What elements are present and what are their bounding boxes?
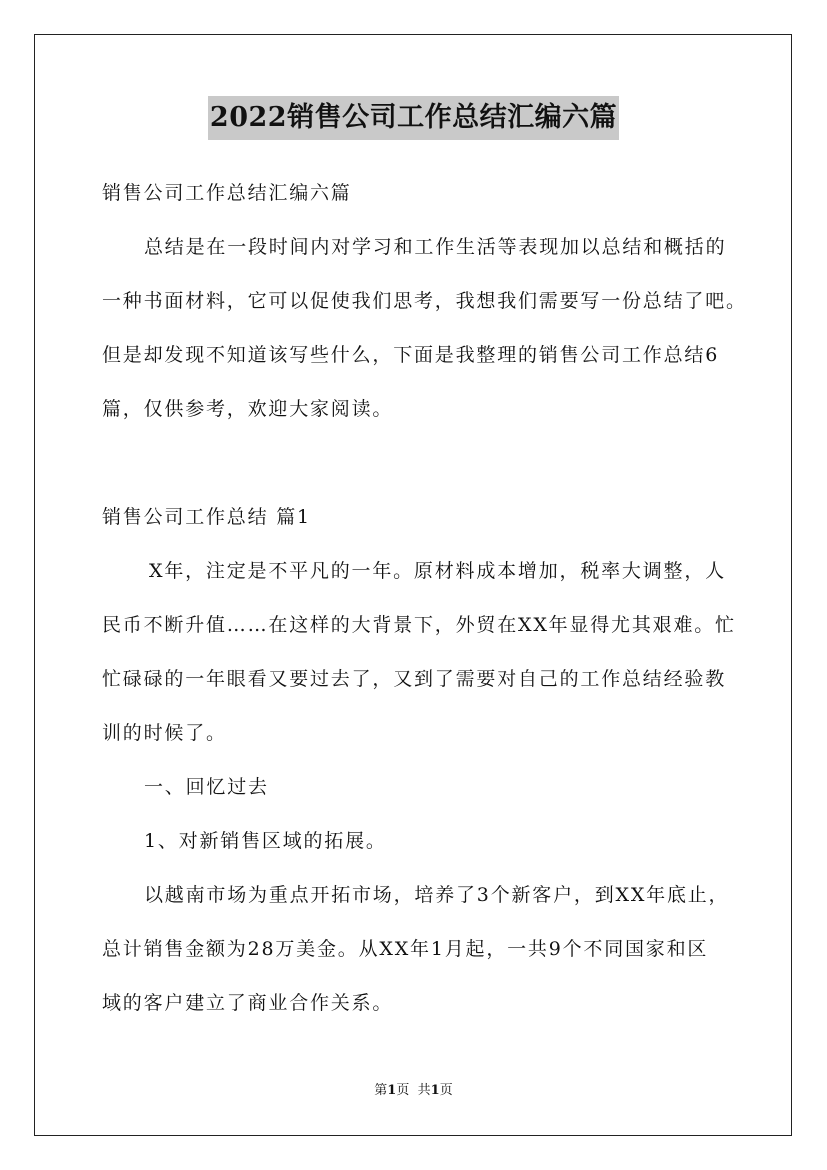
section-line: 训的时候了。 (102, 722, 227, 744)
section-line: 忙碌碌的一年眼看又要过去了，又到了需要对自己的工作总结经验教 (102, 668, 727, 690)
intro-line: 总结是在一段时间内对学习和工作生活等表现加以总结和概括的 (144, 236, 727, 258)
item-heading: 1、对新销售区域的拓展。 (144, 830, 387, 852)
total-number: 1 (430, 1083, 440, 1098)
page-number: 1 (387, 1083, 397, 1098)
item-line: 以越南市场为重点开拓市场，培养了3个新客户，到XX年底止， (144, 884, 730, 906)
section-heading: 销售公司工作总结 篇1 (102, 506, 311, 528)
total-label: 共 (417, 1083, 431, 1098)
page-label: 第 (374, 1083, 388, 1098)
section-line: 民币不断升值……在这样的大背景下，外贸在XX年显得尤其艰难。忙 (102, 614, 736, 636)
document-subtitle: 销售公司工作总结汇编六篇 (102, 182, 352, 204)
intro-line: 篇，仅供参考，欢迎大家阅读。 (102, 398, 394, 420)
item-line: 总计销售金额为28万美金。从XX年1月起，一共9个不同国家和区 (102, 938, 709, 960)
intro-line: 一种书面材料，它可以促使我们思考，我想我们需要写一份总结了吧。 (102, 290, 747, 312)
document-title: 2022销售公司工作总结汇编六篇 (208, 96, 619, 140)
page-suffix: 页 (396, 1083, 410, 1098)
page-footer (0, 1082, 827, 1100)
intro-line: 但是却发现不知道该写些什么，下面是我整理的销售公司工作总结6 (102, 344, 720, 366)
item-line: 域的客户建立了商业合作关系。 (102, 992, 394, 1014)
total-suffix: 页 (439, 1083, 453, 1098)
review-heading: 一、回忆过去 (144, 776, 269, 798)
title-container (0, 96, 827, 140)
section-line: X年，注定是不平凡的一年。原材料成本增加，税率大调整，人 (149, 560, 726, 582)
